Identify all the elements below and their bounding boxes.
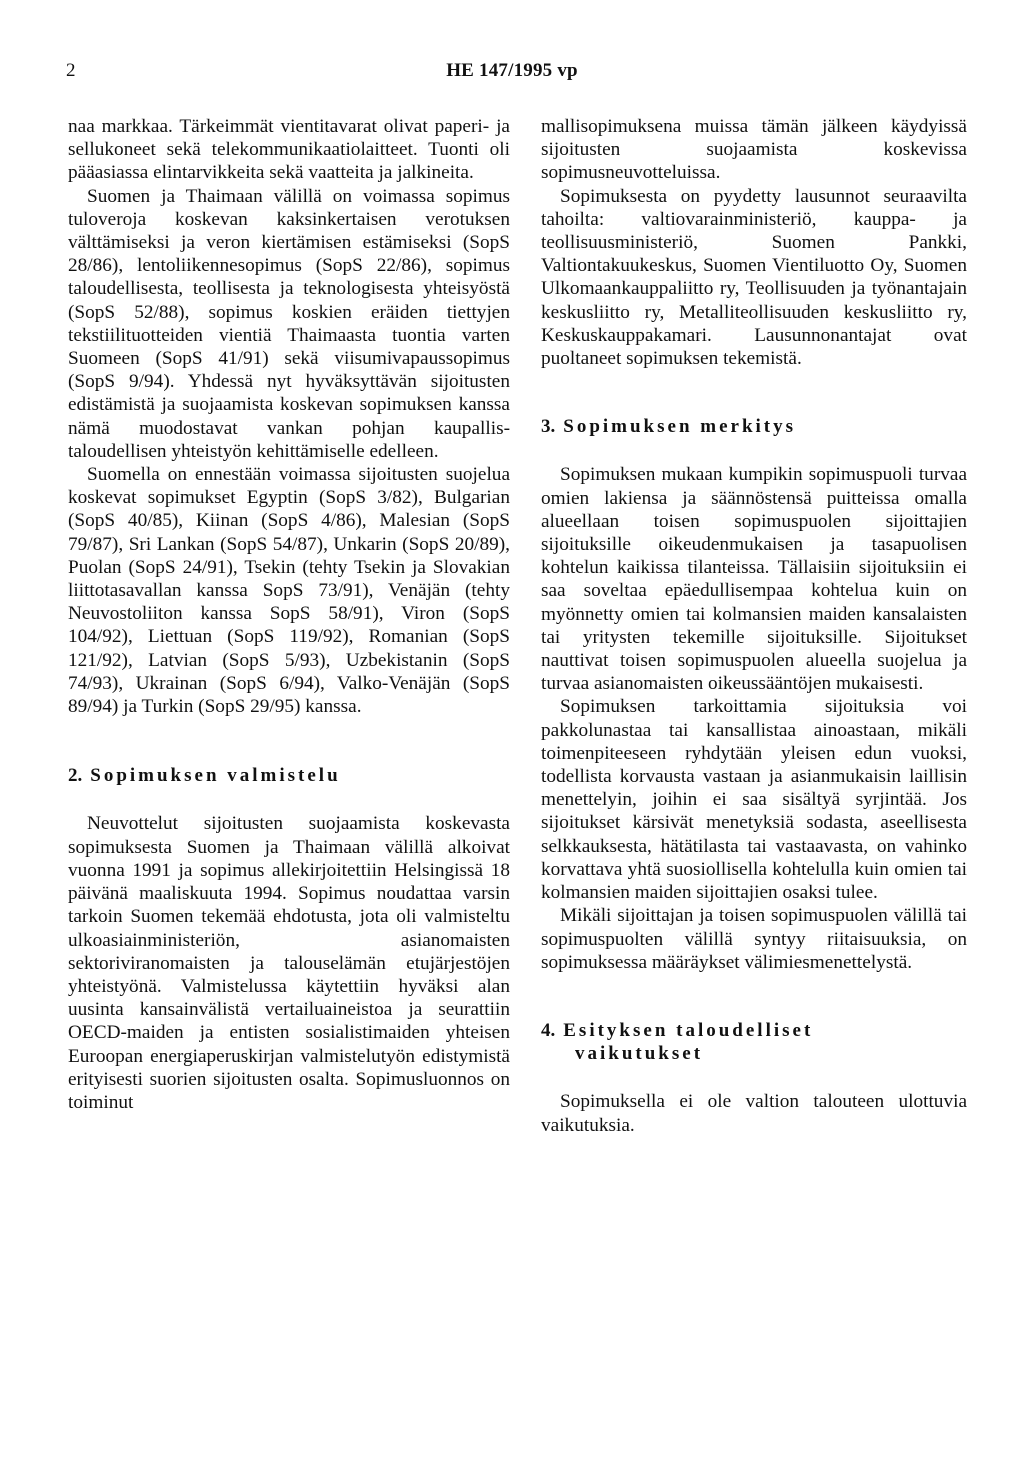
section-title: Sopimuksen valmistelu bbox=[90, 765, 341, 787]
paragraph: mallisopimuksena muissa tämän jälkeen käydyissä sijoitusten suojaamista koskevissa sopimusneuvotteluissa. bbox=[541, 116, 967, 184]
section-number: 4. bbox=[541, 1019, 556, 1041]
paragraph: Sopimuksen mukaan kumpikin sopimuspuoli turvaa omien lakiensa ja säännöstensä puitteissa omalla alueellaan toisen sopimuspuolen sijoittajien sijoituksille oikeudenmukaisen ja tasapuolisen kohtelun kaikissa tilanteissa. Tällaisiin sijoituksiin ei saa soveltaa epäedullisempaa kohtelua kuin on myönnetty omien tai kolmansien maiden kansalaisten tai yritysten tekemille sijoituksille. Sijoitukset nauttivat toisen sopimuspuolen alueella suojelua ja turvaa asianomaisten oikeussääntöjen mukaisesti. bbox=[541, 464, 967, 695]
section-title: Esityksen taloudelliset bbox=[563, 1019, 814, 1041]
paragraph: Neuvottelut sijoitusten suojaamista koskevasta sopimuksesta Suomen ja Thaimaan välillä alkoivat vuonna 1991 ja sopimus allekirjoitettiin Helsingissä 18 päivänä maaliskuuta 1994. Sopimus noudattaa varsin tarkoin Suomen tekemää ehdotusta, jota oli valmisteltu ulkoasiainministeriön, asianomaisten sektoriviranomaisten ja talouselämän etujärjestöjen yhteistyönä. Valmistelussa käytettiin hyväksi alan uusinta kansainvälistä vertailuaineistoa ja seurattiin OECD-maiden ja entisten sosialistimaiden yhteisen Euroopan energiaperuskirjan valmistelutyön edistymistä erityisesti suorien sijoitusten osalta. Sopimusluonnos on toiminut bbox=[68, 813, 510, 1113]
section-heading-2 bbox=[68, 764, 510, 787]
right-column bbox=[541, 115, 967, 1137]
section-title-continued: vaikutukset bbox=[575, 1043, 704, 1065]
paragraph: Mikäli sijoittajan ja toisen sopimuspuolen välillä tai sopimuspuolten välillä syntyy riitaisuuksia, on sopimuksessa määräykset välimiesmenettelystä. bbox=[541, 905, 967, 973]
paragraph: Suomen ja Thaimaan välillä on voimassa sopimus tuloveroja koskevan kaksinkertaisen verotuksen välttämiseksi ja veron kiertämisen estämiseksi (SopS 28/86), lentoliikennesopimus (SopS 22/86), sopimus taloudellisesta, teollisesta ja teknologisesta yhteisyöstä (SopS 52/88), sopimus koskien eräiden tiettyjen tekstiilituotteiden vientiä Thaimaasta tuontia varten Suomeen (SopS 41/91) sekä viisumivapaussopimus (SopS 9/94). Yhdessä nyt hyväksyttävän sijoitusten edistämistä ja suojaamista koskevan sopimuksen kanssa nämä muodostavat vankan pohjan kaupallis-taloudellisen yhteistyön kehittämiselle edelleen. bbox=[68, 185, 510, 462]
paragraph: naa markkaa. Tärkeimmät vientitavarat olivat paperi- ja sellukoneet sekä telekommunikaatiolaitteet. Tuonti oli pääasiassa elintarvikkeita sekä vaatteita ja jalkineita. bbox=[68, 116, 510, 184]
section-heading-4 bbox=[541, 1019, 967, 1042]
page-number: 2 bbox=[66, 60, 76, 81]
left-column bbox=[68, 115, 510, 1114]
section-number: 3. bbox=[541, 416, 556, 438]
paragraph: Sopimuksella ei ole valtion talouteen ulottuvia vaikutuksia. bbox=[541, 1091, 967, 1136]
section-title: Sopimuksen merkitys bbox=[563, 416, 797, 438]
paragraph: Suomella on ennestään voimassa sijoitusten suojelua koskevat sopimukset Egyptin (SopS 3/82), Bulgarian (SopS 40/85), Kiinan (SopS 4/86), Malesian (SopS 79/87), Sri Lankan (SopS 54/87), Unkarin (SopS 20/89), Puolan (SopS 24/91), Tsekin (tehty Tsekin ja Slovakian liittotasavallan kanssa SopS 73/91), Venäjän (tehty Neuvostoliiton kanssa SopS 58/91), Viron (SopS 104/92), Liettuan (SopS 119/92), Romanian (SopS 121/92), Latvian (SopS 5/93), Uzbekistanin (SopS 74/93), Ukrainan (SopS 6/94), Valko-Venäjän (SopS 89/94) ja Turkin (SopS 29/95) kanssa. bbox=[68, 464, 510, 718]
running-head: HE 147/1995 vp bbox=[446, 60, 578, 81]
paragraph: Sopimuksesta on pyydetty lausunnot seuraavilta tahoilta: valtiovarainministeriö, kauppa- ja teollisuusministeriö, Suomen Pankki, Valtiontakuukeskus, Suomen Vientiluotto Oy, Suomen Ulkomaankauppaliitto ry, Teollisuuden ja työnantajain keskusliitto ry, Metalliteollisuuden keskusliitto ry, Keskuskauppakamari. Lausunnonantajat ovat puoltaneet sopimuksen tekemistä. bbox=[541, 185, 967, 370]
section-number: 2. bbox=[68, 765, 83, 787]
section-heading-3 bbox=[541, 415, 967, 438]
paragraph: Sopimuksen tarkoittamia sijoituksia voi pakkolunastaa tai kansallistaa ainoastaan, mikäli toimenpiteeseen ryhdytään yleisen edun vuoksi, todellista korvausta vastaan ja asianmukaisin laillisin menettelyin, joihin ei saa sisältyä syrjintää. Jos sijoitukset kärsivät menetyksiä sodasta, aseellisesta selkkauksesta, hätätilasta tai vastaavasta, on vahinko korvattava yhtä suosiollisella kohtelulla kuin omien tai kolmansien maiden sijoittajien osaksi tulee. bbox=[541, 696, 967, 904]
